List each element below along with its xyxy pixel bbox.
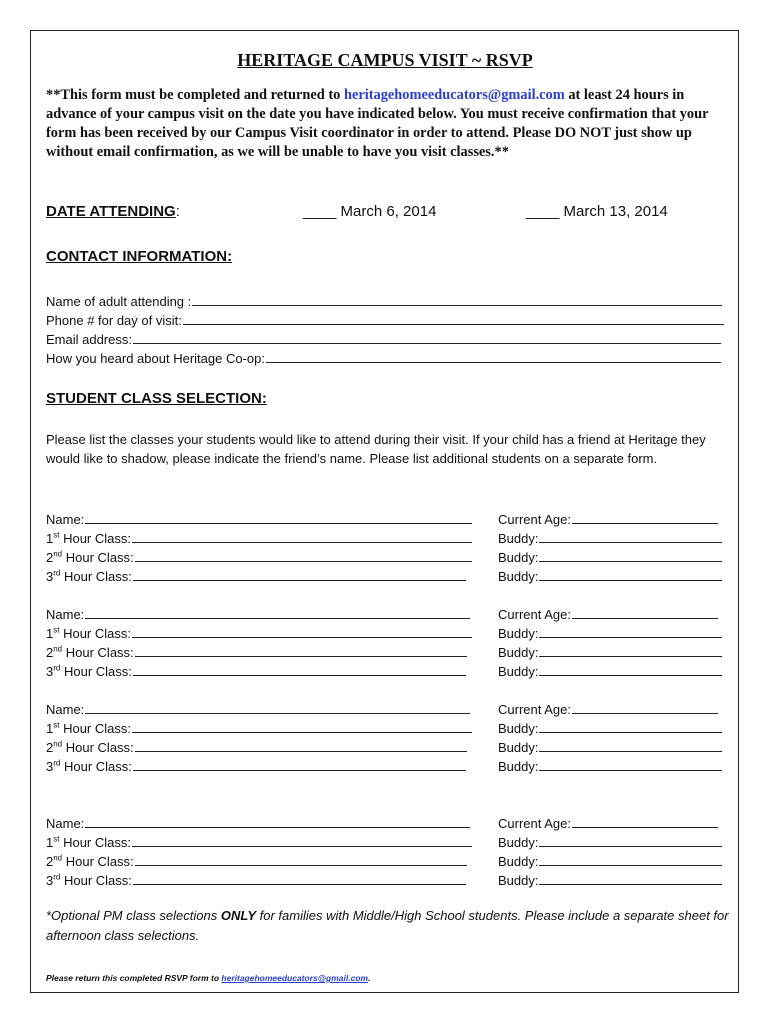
- hour-ordinal-suffix: nd: [53, 644, 63, 654]
- hour-number: 3: [46, 569, 54, 584]
- current-age-label: Current Age:: [498, 702, 571, 717]
- buddy-label: Buddy:: [498, 531, 539, 546]
- student-1-hour-3-class-field[interactable]: [46, 565, 466, 584]
- email-field[interactable]: [46, 328, 721, 347]
- student-1-name-field[interactable]: [46, 508, 472, 527]
- hour-class-label: [46, 854, 134, 869]
- student-3-hour-1-class-field[interactable]: [46, 717, 472, 736]
- hour-number: 2: [46, 645, 54, 660]
- hour-class-line[interactable]: [132, 637, 472, 638]
- heard-about-field[interactable]: [46, 347, 721, 366]
- buddy-line[interactable]: [539, 865, 722, 866]
- current-age-label: Current Age:: [498, 607, 571, 622]
- hour-class-text: Hour Class:: [60, 664, 132, 679]
- buddy-line[interactable]: [539, 542, 722, 543]
- date-attending-heading: [46, 203, 180, 221]
- student-2-name-field[interactable]: [46, 603, 470, 622]
- hour-class-line[interactable]: [135, 656, 467, 657]
- student-name-label: Name:: [46, 512, 85, 527]
- hour-class-text: Hour Class:: [60, 873, 132, 888]
- intro-text-end: at least 24 hours in advance of your campus visit on the date you have indicated below. You must receive confirmation that your form has been received by our Campus Visit coordinator in order to attend. Please DO NOT just show up without email confirmation, as we will be unable to have you visit classes.**: [46, 87, 709, 160]
- buddy-label: Buddy:: [498, 664, 539, 679]
- buddy-line[interactable]: [539, 656, 722, 657]
- hour-class-label: [46, 550, 134, 565]
- intro-paragraph: [46, 86, 732, 162]
- hour-class-text: Hour Class:: [62, 550, 134, 565]
- hour-ordinal-suffix: st: [53, 625, 60, 635]
- date-option-march-6[interactable]: ____ March 6, 2014: [303, 203, 437, 220]
- page-title: HERITAGE CAMPUS VISIT ~ RSVP: [237, 50, 533, 70]
- hour-number: 3: [46, 873, 54, 888]
- buddy-label: Buddy:: [498, 854, 539, 869]
- hour-class-label: [46, 531, 131, 546]
- hour-class-text: Hour Class:: [59, 626, 131, 641]
- student-3-buddy-1-field[interactable]: [498, 717, 722, 736]
- date-attending-label: DATE ATTENDING: [46, 203, 176, 220]
- footer-email-link[interactable]: heritagehomeeducators@gmail.com: [221, 973, 369, 983]
- hour-class-line[interactable]: [132, 846, 472, 847]
- email-label: Email address:: [46, 332, 132, 347]
- current-age-label: Current Age:: [498, 512, 571, 527]
- hour-class-line[interactable]: [135, 865, 467, 866]
- date-option-march-13[interactable]: ____ March 13, 2014: [526, 203, 668, 220]
- footer-text-end: .: [368, 973, 371, 983]
- hour-ordinal-suffix: nd: [53, 549, 63, 559]
- hour-number: 2: [46, 550, 54, 565]
- optional-pm-note: [46, 906, 736, 946]
- hour-ordinal-suffix: rd: [53, 758, 61, 768]
- buddy-label: Buddy:: [498, 569, 539, 584]
- student-4-hour-1-class-field[interactable]: [46, 831, 472, 850]
- current-age-line[interactable]: [572, 523, 718, 524]
- buddy-line[interactable]: [539, 884, 722, 885]
- buddy-label: Buddy:: [498, 721, 539, 736]
- adult-name-label: Name of adult attending :: [46, 294, 192, 309]
- student-4-name-field[interactable]: [46, 812, 470, 831]
- heard-about-label: How you heard about Heritage Co-op:: [46, 351, 265, 366]
- student-1-buddy-2-field[interactable]: [498, 546, 722, 565]
- hour-number: 3: [46, 759, 54, 774]
- hour-class-label: [46, 721, 131, 736]
- hour-class-text: Hour Class:: [62, 854, 134, 869]
- hour-ordinal-suffix: nd: [53, 739, 63, 749]
- date-attending-colon: :: [175, 203, 180, 220]
- student-2-buddy-3-field[interactable]: [498, 660, 722, 679]
- buddy-label: Buddy:: [498, 873, 539, 888]
- hour-ordinal-suffix: st: [53, 530, 60, 540]
- hour-ordinal-suffix: rd: [53, 663, 61, 673]
- hour-class-line[interactable]: [133, 675, 466, 676]
- contact-heading: CONTACT INFORMATION:: [46, 248, 233, 265]
- student-4-buddy-3-field[interactable]: [498, 869, 722, 888]
- student-name-line[interactable]: [85, 618, 470, 619]
- student-1-buddy-1-field[interactable]: [498, 527, 722, 546]
- student-2-buddy-1-field[interactable]: [498, 622, 722, 641]
- hour-ordinal-suffix: nd: [53, 853, 63, 863]
- hour-class-line[interactable]: [135, 751, 467, 752]
- hour-ordinal-suffix: st: [53, 720, 60, 730]
- student-2-age-field[interactable]: [498, 603, 718, 622]
- hour-number: 2: [46, 740, 54, 755]
- hour-class-text: Hour Class:: [62, 645, 134, 660]
- optional-note-emphasis: ONLY: [220, 908, 257, 923]
- student-name-label: Name:: [46, 702, 85, 717]
- hour-class-line[interactable]: [133, 580, 466, 581]
- student-2-buddy-2-field[interactable]: [498, 641, 722, 660]
- adult-name-line[interactable]: [192, 305, 722, 306]
- hour-ordinal-suffix: rd: [53, 568, 61, 578]
- hour-class-label: [46, 569, 132, 584]
- current-age-line[interactable]: [572, 618, 718, 619]
- hour-number: 1: [46, 835, 54, 850]
- student-2-hour-2-class-field[interactable]: [46, 641, 467, 660]
- student-4-buddy-1-field[interactable]: [498, 831, 722, 850]
- hour-number: 3: [46, 664, 54, 679]
- buddy-line[interactable]: [539, 561, 722, 562]
- hour-class-text: Hour Class:: [62, 740, 134, 755]
- hour-class-text: Hour Class:: [59, 531, 131, 546]
- hour-ordinal-suffix: st: [53, 834, 60, 844]
- buddy-line[interactable]: [539, 846, 722, 847]
- student-name-line[interactable]: [85, 713, 470, 714]
- optional-note-start: *Optional PM class selections: [46, 908, 221, 923]
- student-3-age-field[interactable]: [498, 698, 718, 717]
- student-name-label: Name:: [46, 607, 85, 622]
- student-name-label: Name:: [46, 816, 85, 831]
- hour-class-line[interactable]: [132, 732, 472, 733]
- optional-note-end: for families with Middle/High School students. Please include a separate sheet for afternoon class selections.: [46, 908, 729, 943]
- student-3-hour-3-class-field[interactable]: [46, 755, 466, 774]
- hour-class-label: [46, 664, 132, 679]
- hour-number: 2: [46, 854, 54, 869]
- student-3-name-field[interactable]: [46, 698, 470, 717]
- footer-text-start: Please return this completed RSVP form to: [46, 973, 222, 983]
- buddy-line[interactable]: [539, 580, 722, 581]
- hour-class-line[interactable]: [135, 561, 472, 562]
- buddy-label: Buddy:: [498, 835, 539, 850]
- hour-ordinal-suffix: rd: [53, 872, 61, 882]
- hour-class-text: Hour Class:: [60, 759, 132, 774]
- buddy-label: Buddy:: [498, 740, 539, 755]
- phone-field[interactable]: [46, 309, 724, 328]
- student-3-hour-2-class-field[interactable]: [46, 736, 467, 755]
- student-name-line[interactable]: [85, 827, 470, 828]
- phone-line[interactable]: [183, 324, 724, 325]
- adult-name-field[interactable]: [46, 290, 722, 309]
- buddy-label: Buddy:: [498, 550, 539, 565]
- hour-number: 1: [46, 721, 54, 736]
- buddy-line[interactable]: [539, 675, 722, 676]
- student-4-buddy-2-field[interactable]: [498, 850, 722, 869]
- buddy-line[interactable]: [539, 637, 722, 638]
- hour-class-line[interactable]: [132, 542, 472, 543]
- buddy-line[interactable]: [539, 770, 722, 771]
- hour-class-label: [46, 645, 134, 660]
- student-4-hour-2-class-field[interactable]: [46, 850, 467, 869]
- student-1-hour-1-class-field[interactable]: [46, 527, 472, 546]
- hour-class-label: [46, 759, 132, 774]
- student-2-hour-3-class-field[interactable]: [46, 660, 466, 679]
- student-2-hour-1-class-field[interactable]: [46, 622, 472, 641]
- email-line[interactable]: [133, 343, 721, 344]
- current-age-label: Current Age:: [498, 816, 571, 831]
- phone-label: Phone # for day of visit:: [46, 313, 182, 328]
- student-4-hour-3-class-field[interactable]: [46, 869, 466, 888]
- student-1-age-field[interactable]: [498, 508, 718, 527]
- heard-about-line[interactable]: [266, 362, 721, 363]
- hour-number: 1: [46, 531, 54, 546]
- hour-class-text: Hour Class:: [60, 569, 132, 584]
- current-age-line[interactable]: [572, 827, 718, 828]
- student-name-line[interactable]: [85, 523, 472, 524]
- buddy-label: Buddy:: [498, 759, 539, 774]
- hour-class-label: [46, 873, 132, 888]
- footer-note: [46, 973, 370, 983]
- hour-number: 1: [46, 626, 54, 641]
- buddy-label: Buddy:: [498, 645, 539, 660]
- hour-class-label: [46, 740, 134, 755]
- intro-email-link[interactable]: heritagehomeeducators@gmail.com: [343, 87, 565, 103]
- buddy-line[interactable]: [539, 732, 722, 733]
- intro-text-start: **This form must be completed and returned to: [46, 87, 344, 103]
- student-instructions: Please list the classes your students would like to attend during their visit. If your child has a friend at Heritage they would like to shadow, please indicate the friend’s name. Please list additional students on a separate form.: [46, 432, 706, 466]
- hour-class-text: Hour Class:: [59, 721, 131, 736]
- hour-class-line[interactable]: [133, 884, 466, 885]
- student-4-age-field[interactable]: [498, 812, 718, 831]
- current-age-line[interactable]: [572, 713, 718, 714]
- buddy-line[interactable]: [539, 751, 722, 752]
- hour-class-text: Hour Class:: [59, 835, 131, 850]
- student-3-buddy-2-field[interactable]: [498, 736, 722, 755]
- hour-class-label: [46, 835, 131, 850]
- student-1-buddy-3-field[interactable]: [498, 565, 722, 584]
- buddy-label: Buddy:: [498, 626, 539, 641]
- student-1-hour-2-class-field[interactable]: [46, 546, 472, 565]
- student-selection-heading: STUDENT CLASS SELECTION:: [46, 390, 267, 407]
- hour-class-label: [46, 626, 131, 641]
- student-3-buddy-3-field[interactable]: [498, 755, 722, 774]
- hour-class-line[interactable]: [133, 770, 466, 771]
